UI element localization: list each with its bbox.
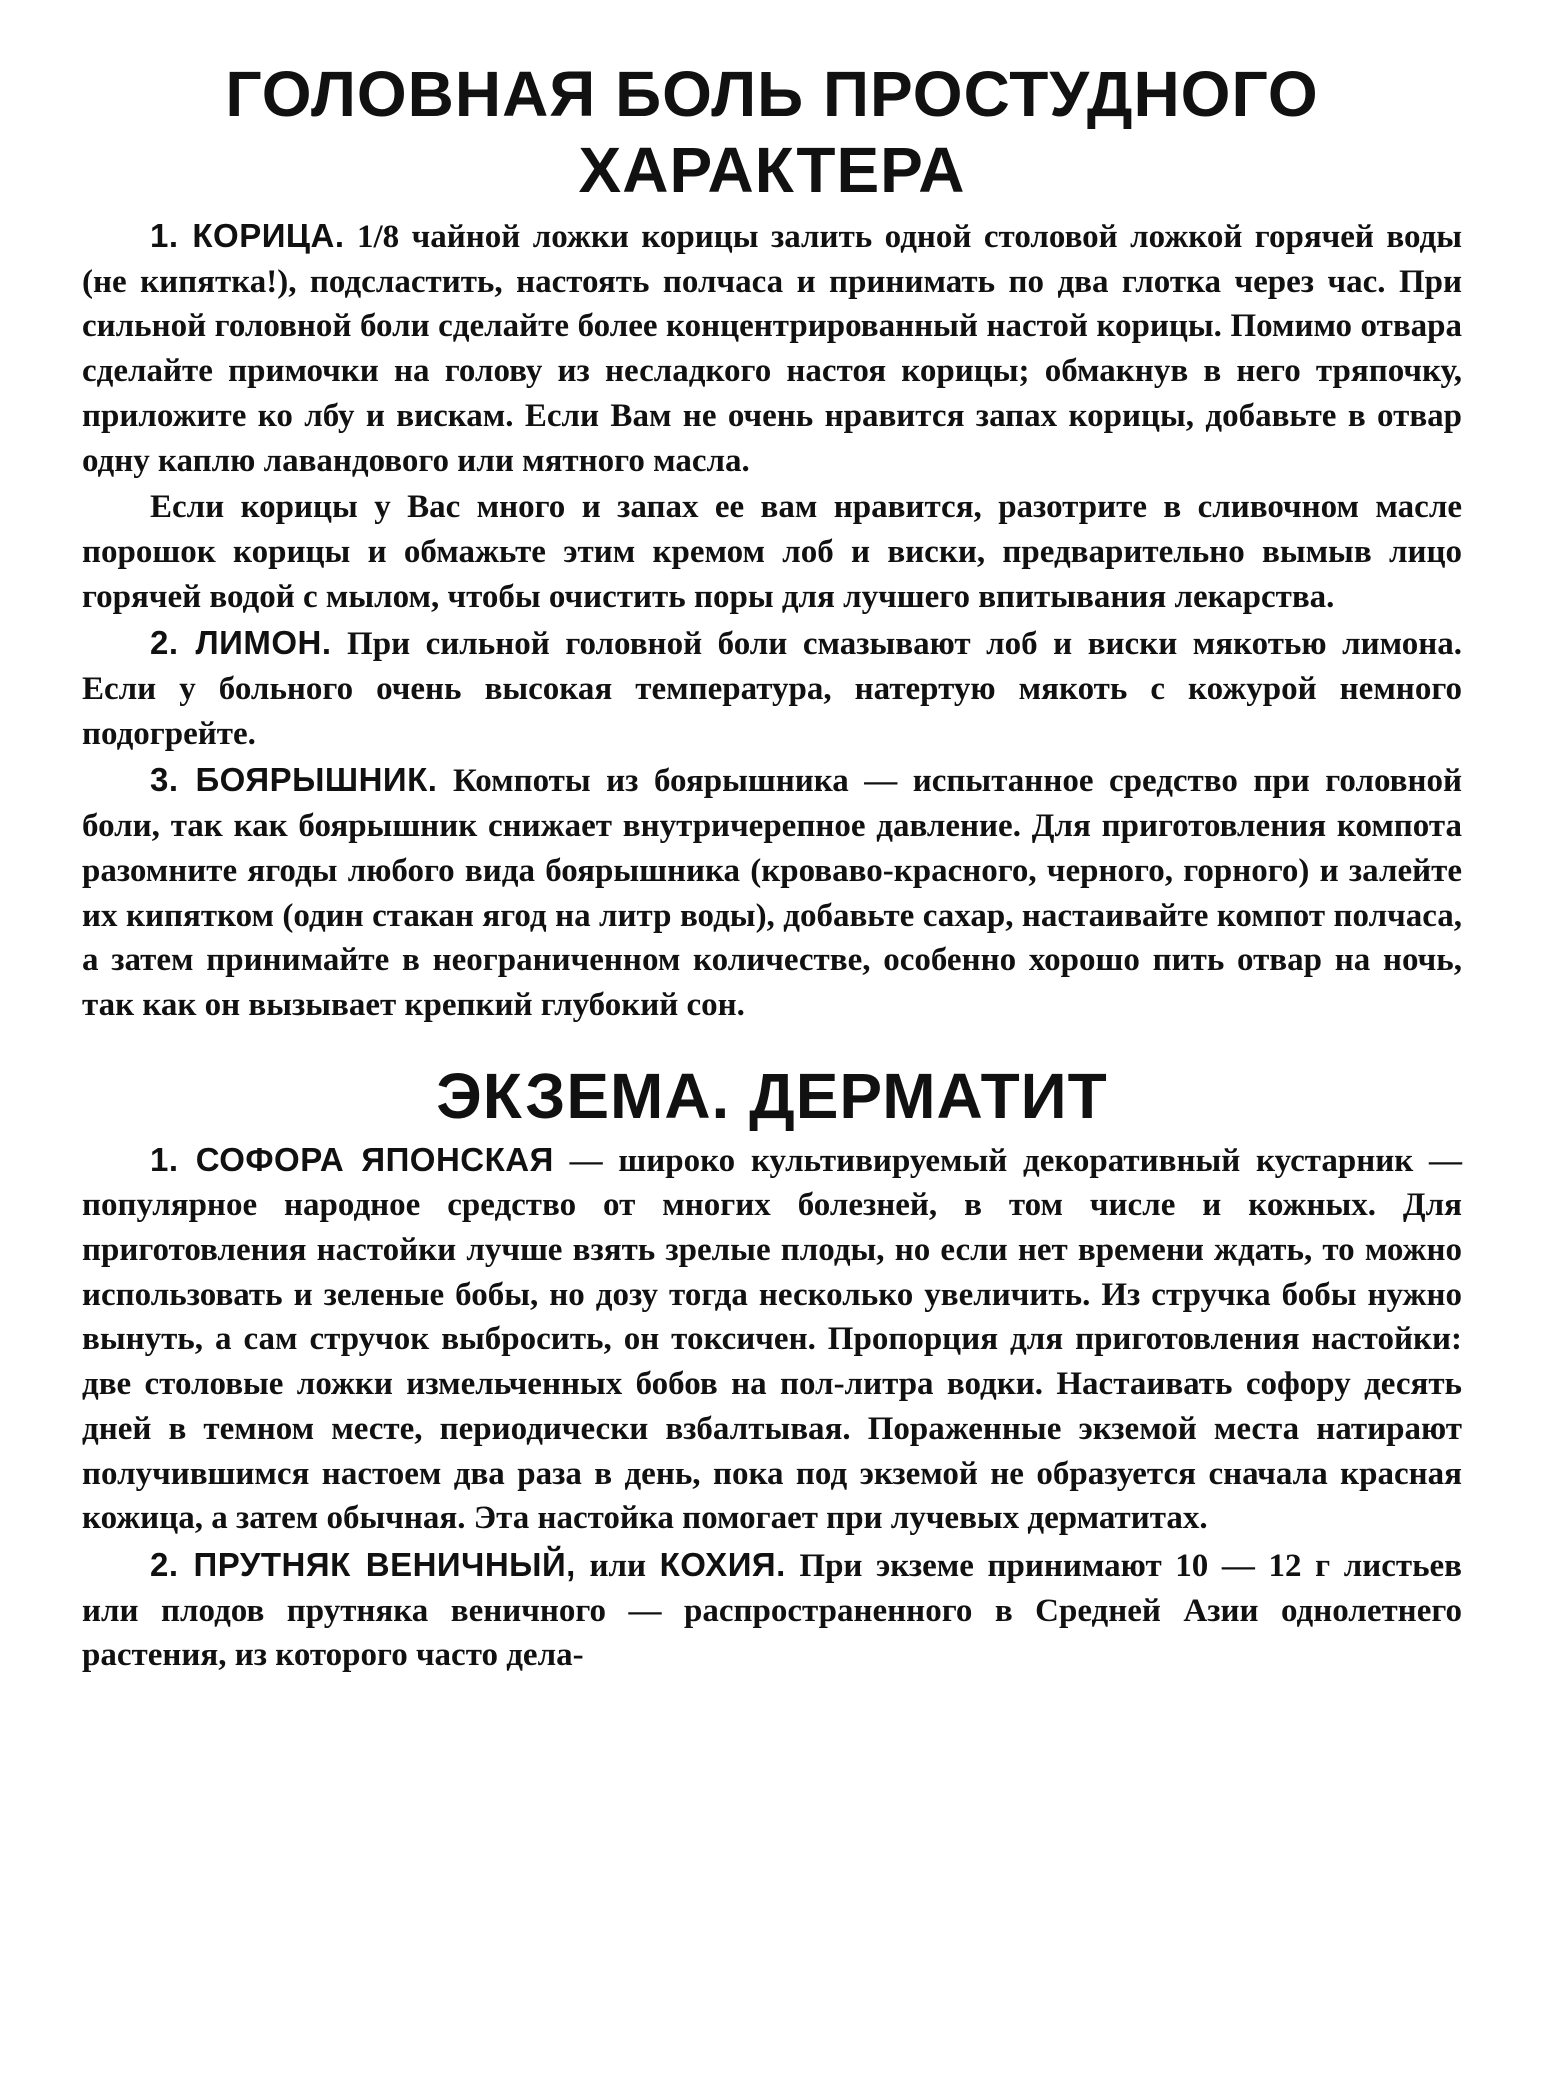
paragraph-sophora	[82, 1138, 1462, 1541]
item-text-lemon: При сильной головной боли смазывают лоб и виски мякотью лимона. Если у больного очень высокая температура, натертую мякоть с кожурой немного подогрейте.	[82, 626, 1462, 752]
section-title-headache-line1: ГОЛОВНАЯ БОЛЬ ПРОСТУДНОГО	[225, 58, 1319, 130]
paragraph-hawthorn	[82, 758, 1462, 1027]
item-lead-kochia-end: КОХИЯ.	[659, 1545, 786, 1583]
section-title-headache	[82, 56, 1462, 208]
paragraph-cinnamon	[82, 214, 1462, 483]
paragraph-kochia	[82, 1543, 1462, 1678]
item-lead-sophora: 1. СОФОРА ЯПОНСКАЯ	[150, 1140, 554, 1178]
item-lead-kochia: 2. ПРУТНЯК ВЕНИЧНЫЙ,	[150, 1545, 576, 1583]
item-text-cinnamon-cream: Если корицы у Вас много и запах ее вам нравится, разотрите в сливочном масле порошок корицы и обмажьте этим кремом лоб и виски, предварительно вымыв лицо горячей водой с мылом, чтобы очистить поры для лучшего впитывания лекарства.	[82, 489, 1462, 615]
paragraph-lemon	[82, 621, 1462, 756]
section-title-headache-line2: ХАРАКТЕРА	[578, 134, 966, 206]
item-text-cinnamon: 1/8 чайной ложки корицы залить одной столовой ложкой горячей воды (не кипятка!), подсластить, настоять полчаса и принимать по два глотка через час. При сильной головной боли сделайте более концентрированный настой корицы. Помимо отвара сделайте примочки на голову из несладкого настоя корицы; обмакнув в него тряпочку, приложите ко лбу и вискам. Если Вам не очень нравится запах корицы, добавьте в отвар одну каплю лавандового или мятного масла.	[82, 219, 1462, 479]
item-lead-hawthorn: 3. БОЯРЫШНИК.	[150, 761, 438, 799]
item-lead-lemon: 2. ЛИМОН.	[150, 624, 332, 662]
item-lead-kochia-mid: или	[575, 1547, 660, 1584]
paragraph-cinnamon-cream	[82, 485, 1462, 619]
section-title-eczema: ЭКЗЕМА. ДЕРМАТИТ	[436, 1059, 1108, 1132]
item-text-hawthorn: Компоты из боярышника — испытанное средство при головной боли, так как боярышник снижает внутричерепное давление. Для приготовления компота разомните ягоды любого вида боярышника (кроваво-красного, черного, горного) и залейте их кипятком (один стакан ягод на литр воды), добавьте сахар, настаивайте компот полчаса, а затем принимайте в неограниченном количестве, особенно хорошо пить отвар на ночь, так как он вызывает крепкий глубокий сон.	[82, 763, 1463, 1023]
item-text-kochia: При экземе принимают 10 — 12 г листьев или плодов прутняка веничного — распространенного в Средней Азии однолетнего растения, из которого часто дела-	[82, 1547, 1462, 1674]
item-lead-cinnamon: 1. КОРИЦА.	[150, 217, 345, 254]
item-text-sophora: — широко культивируемый декоративный кустарник — популярное народное средство от многих болезней, в том числе и кожных. Для приготовления настойки лучше взять зрелые плоды, но если нет времени ждать, то можно использовать и зеленые бобы, но дозу тогда несколько увеличить. Из стручка бобы нужно вынуть, а сам стручок выбросить, он токсичен. Пропорция для приготовления настойки: две столовые ложки измельченных бобов на пол-литра водки. Настаивать софору десять дней в темном месте, периодически взбалтывая. Пораженные экземой места натирают получившимся настоем два раза в день, пока под экземой не образуется сначала красная кожица, а затем обычная. Эта настойка помогает при лучевых дерматитах.	[82, 1142, 1463, 1537]
